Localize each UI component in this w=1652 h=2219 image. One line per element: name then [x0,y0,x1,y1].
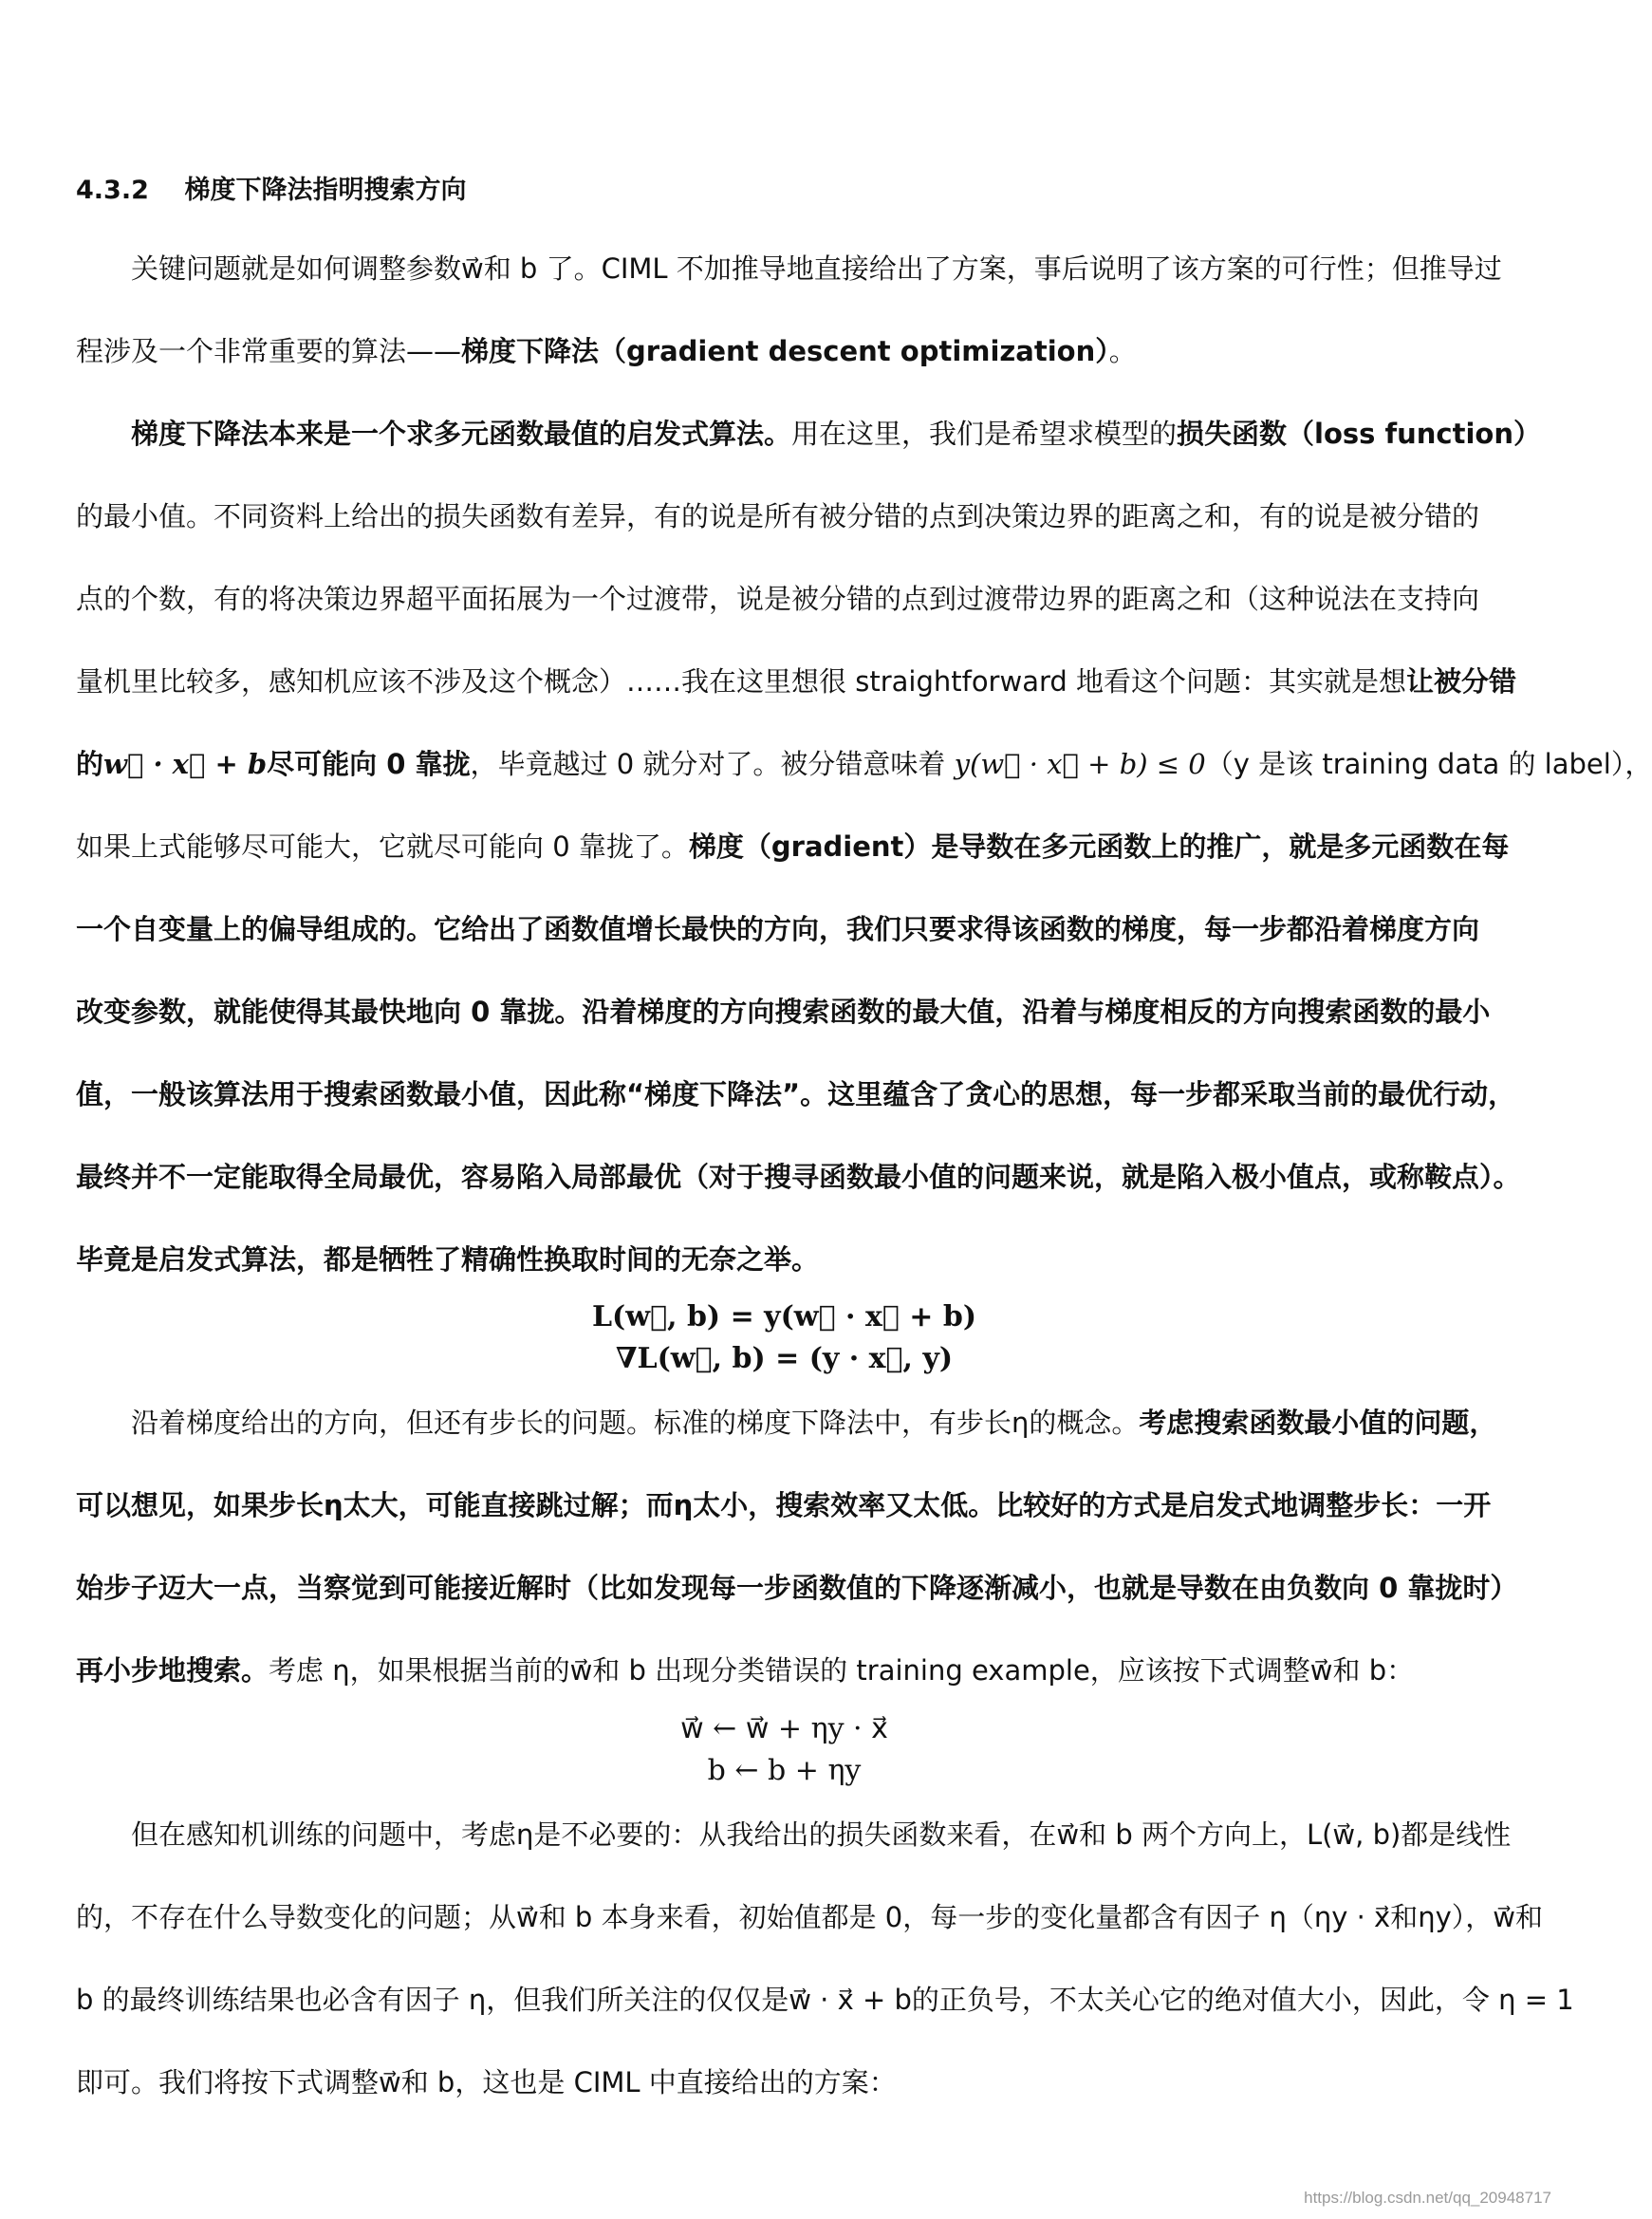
paragraph-4-line-3: b 的最终训练结果也必含有因子 η，但我们所关注的仅仅是w⃗ · x⃗ + b的正负号，不太关心它的绝对值大小，因此，令 η = 1 [76,1984,1574,2016]
paragraph-2-line-8: 改变参数，就能使得其最快地向 0 靠拢。沿着梯度的方向搜索函数的最大值，沿着与梯度相反的方向搜索函数的最小 [76,996,1491,1028]
paragraph-2-line-11: 毕竟是启发式算法，都是牺牲了精确性换取时间的无奈之举。 [76,1243,820,1276]
formula-update-b: b ← b + ηy [707,1754,862,1787]
paragraph-2-line-2: 的最小值。不同资料上给出的损失函数有差异，有的说是所有被分错的点到决策边界的距离之和，有的说是被分错的 [76,500,1480,532]
paragraph-4-line-4: 即可。我们将按下式调整w⃗和 b，这也是 CIML 中直接给出的方案： [76,2066,897,2098]
paragraph-1-line-2 [76,331,1499,371]
paragraph-2-line-5 [76,744,1652,784]
bold-term: 梯度下降法（gradient descent optimization） [461,335,1109,367]
paragraph-2-line-3: 点的个数，有的将决策边界超平面拓展为一个过渡带，说是被分错的点到过渡带边界的距离之和（这种说法在支持向 [76,583,1480,615]
section-number: 4.3.2 [76,176,149,205]
paragraph-2-line-6 [76,827,1510,867]
paragraph-2-line-4 [76,662,1517,701]
paragraph-2-line-7: 一个自变量上的偏导组成的。它给出了函数值增长最快的方向，我们只要求得该函数的梯度，每一步都沿着梯度方向 [76,913,1480,945]
formula-loss: L(w⃗, b) = y(w⃗ · x⃗ + b) [591,1300,977,1333]
bold-sentence: 考虑搜索函数最小值的问题， [1139,1407,1497,1439]
section-heading [76,169,466,206]
paragraph-4-line-1: 但在感知机训练的问题中，考虑η是不必要的：从我给出的损失函数来看，在w⃗和 b 两个方向上，L(w⃗, b)都是线性 [131,1818,1512,1851]
paragraph-2-line-9: 值，一般该算法用于搜索函数最小值，因此称“梯度下降法”。这里蕴含了贪心的思想，每一步都采取当前的最优行动， [76,1078,1516,1110]
paragraph-3-line-3: 始步子迈大一点，当察觉到可能接近解时（比如发现每一步函数值的下降逐渐减小，也就是导数在由负数向 0 靠拢时） [76,1572,1518,1604]
text-run: 。 [1108,335,1137,367]
text-run: 考虑 η，如果根据当前的w⃗和 b 出现分类错误的 training example，应该按下式调整w⃗和 b： [269,1654,1415,1687]
bold-sentence: 梯度下降法本来是一个求多元函数最值的启发式算法。 [131,418,792,450]
text-run: 量机里比较多，感知机应该不涉及这个概念）……我在这里想很 straightforward 地看这个问题：其实就是想 [76,665,1407,698]
bold-term: 的 [76,748,104,780]
text-run: ，毕竟越过 0 就分对了。被分错意味着 [470,748,955,780]
bold-term: 损失函数（loss function） [1177,418,1541,450]
text-run: 程涉及一个非常重要的算法—— [76,335,462,367]
paragraph-3-line-1 [131,1403,1554,1443]
math-inline: y(w⃗ · x⃗ + b) ≤ 0 [954,748,1206,780]
paragraph-3-line-2: 可以想见，如果步长η太大，可能直接跳过解；而η太小，搜索效率又太低。比较好的方式是启发式地调整步长：一开 [76,1489,1492,1521]
formula-gradient: ∇L(w⃗, b) = (y · x⃗, y) [615,1342,954,1375]
text-run: （y 是该 training data 的 label）， [1205,748,1652,780]
paragraph-1-line-1: 关键问题就是如何调整参数w⃗和 b 了。CIML 不加推导地直接给出了方案，事后说明了该方案的可行性；但推导过 [131,252,1502,285]
bold-term: 让被分错 [1406,665,1517,698]
paragraph-3-line-4 [76,1650,1499,1690]
paragraph-2-line-1 [131,414,1554,454]
math-inline: w⃗ · x⃗ + b [103,748,268,780]
text-run: 沿着梯度给出的方向，但还有步长的问题。标准的梯度下降法中，有步长η的概念。 [131,1407,1140,1439]
bold-sentence: 再小步地搜索。 [76,1654,269,1687]
formula-update-w: w⃗ ← w⃗ + ηy · x⃗ [680,1712,888,1745]
text-run: 如果上式能够尽可能大，它就尽可能向 0 靠拢了。 [76,830,689,863]
section-title: 梯度下降法指明搜索方向 [184,176,467,205]
bold-term: 尽可能向 0 靠拢 [267,748,471,780]
watermark-url: https://blog.csdn.net/qq_20948717 [1304,2189,1551,2207]
paragraph-2-line-10: 最终并不一定能取得全局最优，容易陷入局部最优（对于搜寻函数最小值的问题来说，就是陷入极小值点，或称鞍点）。 [76,1161,1521,1193]
bold-sentence: 梯度（gradient）是导数在多元函数上的推广，就是多元函数在每 [688,830,1510,863]
paragraph-4-line-2: 的，不存在什么导数变化的问题；从w⃗和 b 本身来看，初始值都是 0，每一步的变化量都含有因子 η（ηy · x⃗和ηy），w⃗和 [76,1901,1543,1933]
text-run: 用在这里，我们是希望求模型的 [791,418,1178,450]
